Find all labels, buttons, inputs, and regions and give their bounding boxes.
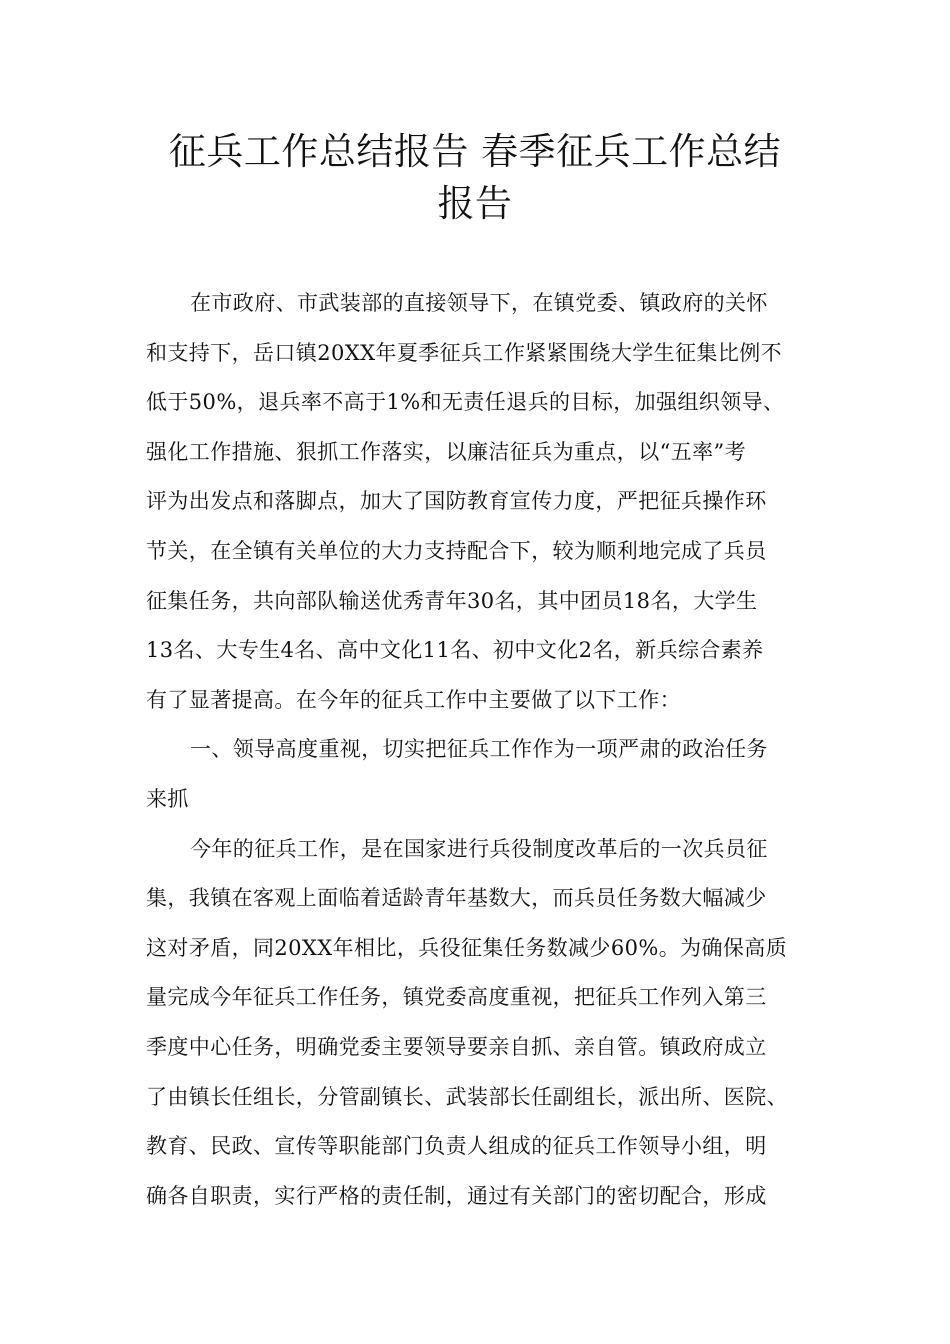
title-line: 征兵工作总结报告 春季征兵工作总结 (168, 130, 782, 173)
section-heading (146, 725, 822, 824)
text-line: 季度中心任务，明确党委主要领导要亲自抓、亲自管。镇政府成立 (146, 1034, 767, 1059)
text-line: 教育、民政、宣传等职能部门负责人组成的征兵工作领导小组，明 (146, 1134, 767, 1159)
text-line: 强化工作措施、狠抓工作落实，以廉洁征兵为重点，以“五率”考 (146, 439, 747, 464)
text-line: 在市政府、市武装部的直接领导下，在镇党委、镇政府的关怀 (190, 291, 768, 315)
text-line: 和支持下，岳口镇20XX年夏季征兵工作紧紧围绕大学生征集比例不 (146, 340, 783, 365)
text-line: 节关，在全镇有关单位的大力支持配合下，较为顺利地完成了兵员 (146, 538, 767, 563)
text-line: 确各自职责，实行严格的责任制，通过有关部门的密切配合，形成 (146, 1183, 767, 1208)
text-line: 一、领导高度重视，切实把征兵工作作为一项严肃的政治任务 (190, 737, 768, 762)
paragraph-section-one (146, 825, 822, 1222)
title-line: 报告 (437, 182, 513, 225)
text-line: 13名、大专生4名、高中文化11名、初中文化2名，新兵综合素养 (146, 638, 764, 663)
text-line: 了由镇长任组长，分管副镇长、武装部长任副组长，派出所、医院、 (146, 1084, 788, 1109)
text-line: 来抓 (146, 786, 189, 811)
text-line: 集，我镇在客观上面临着适龄青年基数大，而兵员任务数大幅减少 (146, 886, 767, 911)
text-line: 今年的征兵工作，是在国家进行兵役制度改革后的一次兵员征 (190, 836, 768, 861)
text-line: 量完成今年征兵工作任务，镇党委高度重视，把征兵工作列入第三 (146, 985, 767, 1010)
paragraph-intro (146, 279, 822, 725)
document-body (146, 279, 822, 1221)
text-line: 征集任务，共向部队输送优秀青年30名，其中团员18名，大学生 (146, 588, 758, 613)
text-line: 低于50%，退兵率不高于1%和无责任退兵的目标，加强组织领导、 (146, 390, 785, 415)
document-title (100, 126, 850, 230)
text-line: 评为出发点和落脚点，加大了国防教育宣传力度，严把征兵操作环 (146, 489, 767, 514)
text-line: 这对矛盾，同20XX年相比，兵役征集任务数减少60%。为确保高质 (146, 935, 788, 960)
text-line: 有了显著提高。在今年的征兵工作中主要做了以下工作： (146, 687, 681, 712)
